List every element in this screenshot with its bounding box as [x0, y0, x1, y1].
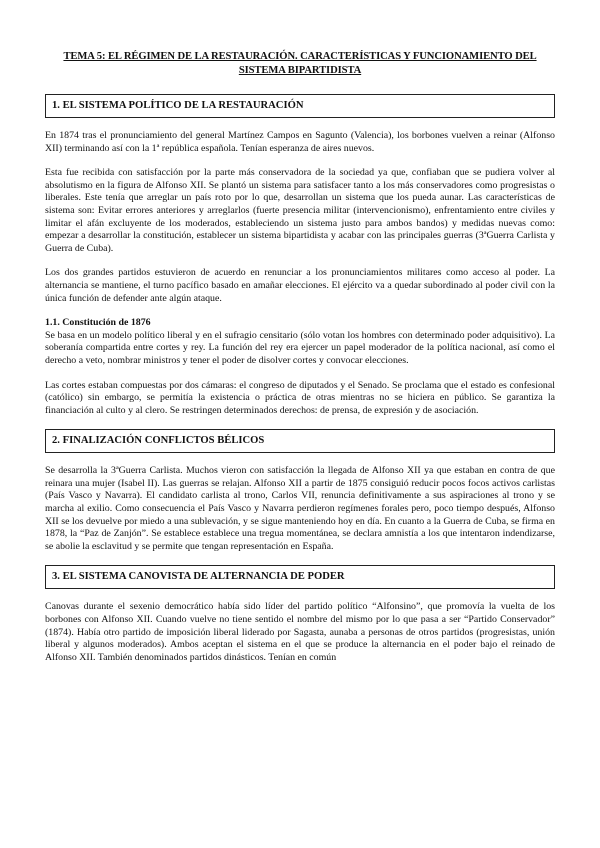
- section-heading-3: 3. EL SISTEMA CANOVISTA DE ALTERNANCIA DE PODER: [45, 565, 555, 589]
- section-heading-1: 1. EL SISTEMA POLÍTICO DE LA RESTAURACIÓN: [45, 94, 555, 118]
- paragraph: Las cortes estaban compuestas por dos cámaras: el congreso de diputados y el Senado. Se proclama que el estado es confesional (católico) sin embargo, se permitía la existencia o práctica de otras mientras no se hiciera en público. Se garantiza la financiación al culto y al clero. Se restringen determinados derechos: de prensa, de expresión y de asociación.: [45, 379, 555, 416]
- section-heading-2: 2. FINALIZACIÓN CONFLICTOS BÉLICOS: [45, 429, 555, 453]
- paragraph: En 1874 tras el pronunciamiento del general Martínez Campos en Sagunto (Valencia), los borbones vuelven a reinar (Alfonso XII) terminando así con la 1ª república española. Tenían esperanza de aires nuevos.: [45, 130, 555, 154]
- paragraph: Se basa en un modelo político liberal y en el sufragio censitario (sólo votan los hombres con determinado poder adquisitivo). La soberanía compartida entre cortes y rey. La función del rey era ejercer un papel moderador de la política nacional, así como el derecho a veto, nombrar ministros y tener el poder de disolver cortes y convocar elecciones.: [45, 329, 555, 366]
- paragraph: Canovas durante el sexenio democrático había sido líder del partido político “Alfonsino”, que promovía la vuelta de los borbones con Alfonso XII. Cuando vuelve no tiene sentido el nombre del mismo por lo que pasa a ser “Partido Conservador” (1874). Había otro partido de imposición liberal liderado por Sagasta, aunaba a personas de otros partidos (progresistas, unión liberal y algunos moderados). Ambos aceptan el sistema en el que se produce la alternancia en el poder bajo el reinado de Alfonso XII. También denominados partidos dinásticos. Tenían en común: [45, 601, 555, 663]
- paragraph: Se desarrolla la 3ªGuerra Carlista. Muchos vieron con satisfacción la llegada de Alfonso XII ya que estaban en contra de que reinara una mujer (Isabel II). Las guerras se relajan. Alfonso XII a partir de 1875 consiguió reducir pocos focos activos carlistas (País Vasco y Navarra). El candidato carlista al trono, Carlos VII, renuncia definitivamente a sus aspiraciones al trono y se marcha al exilio. Como consecuencia el País Vasco y Navarra perdieron regímenes forales pero, poco tiempo después, Alfonso XII se los devuelve por miedo a una sublevación, y se sigue manteniendo hoy en día. En cuanto a la Guerra de Cuba, se firma en 1878, la “Paz de Zanjón”. Se establece establece una tregua momentánea, se declara amnistía a los que intentaron indendizarse, se abolie la esclavitud y se permite que tengan representación en España.: [45, 465, 555, 552]
- document-title: TEMA 5: EL RÉGIMEN DE LA RESTAURACIÓN. CARACTERÍSTICAS Y FUNCIONAMIENTO DEL SISTEMA BIPARTIDISTA: [63, 51, 537, 76]
- paragraph: Esta fue recibida con satisfacción por la parte más conservadora de la sociedad ya que, confiaban que se pudiera volver al absolutismo en la figura de Alfonso XII. Se plantó un sistema para satisfacer tanto a los más conservadores como progresistas o liberales. Este tenía que arreglar un país roto por lo que, desarrollan un sistema que los pueda aunar. Las características de sistema son: Evitar errores anteriores y arreglarlos (fuerte presencia militar (intervencionismo), enfrentamiento entre civiles y limitar el afán excluyente de los moderados, estableciendo un sistema justo para ambos bandos) y medidas nuevas como: empezar a desarrollar la constitución, establecer un sistema bipartidista y acabar con las principales guerras (3ªGuerra Carlista y Guerra de Cuba).: [45, 167, 555, 254]
- paragraph: Los dos grandes partidos estuvieron de acuerdo en renunciar a los pronunciamientos militares como acceso al poder. La alternancia se mantiene, el turno pacífico basado en amañar elecciones. El ejército va a quedar subordinado al poder civil con la única función de defender ante algún ataque.: [45, 267, 555, 304]
- subsection-heading-1-1: 1.1. Constitución de 1876: [45, 317, 151, 329]
